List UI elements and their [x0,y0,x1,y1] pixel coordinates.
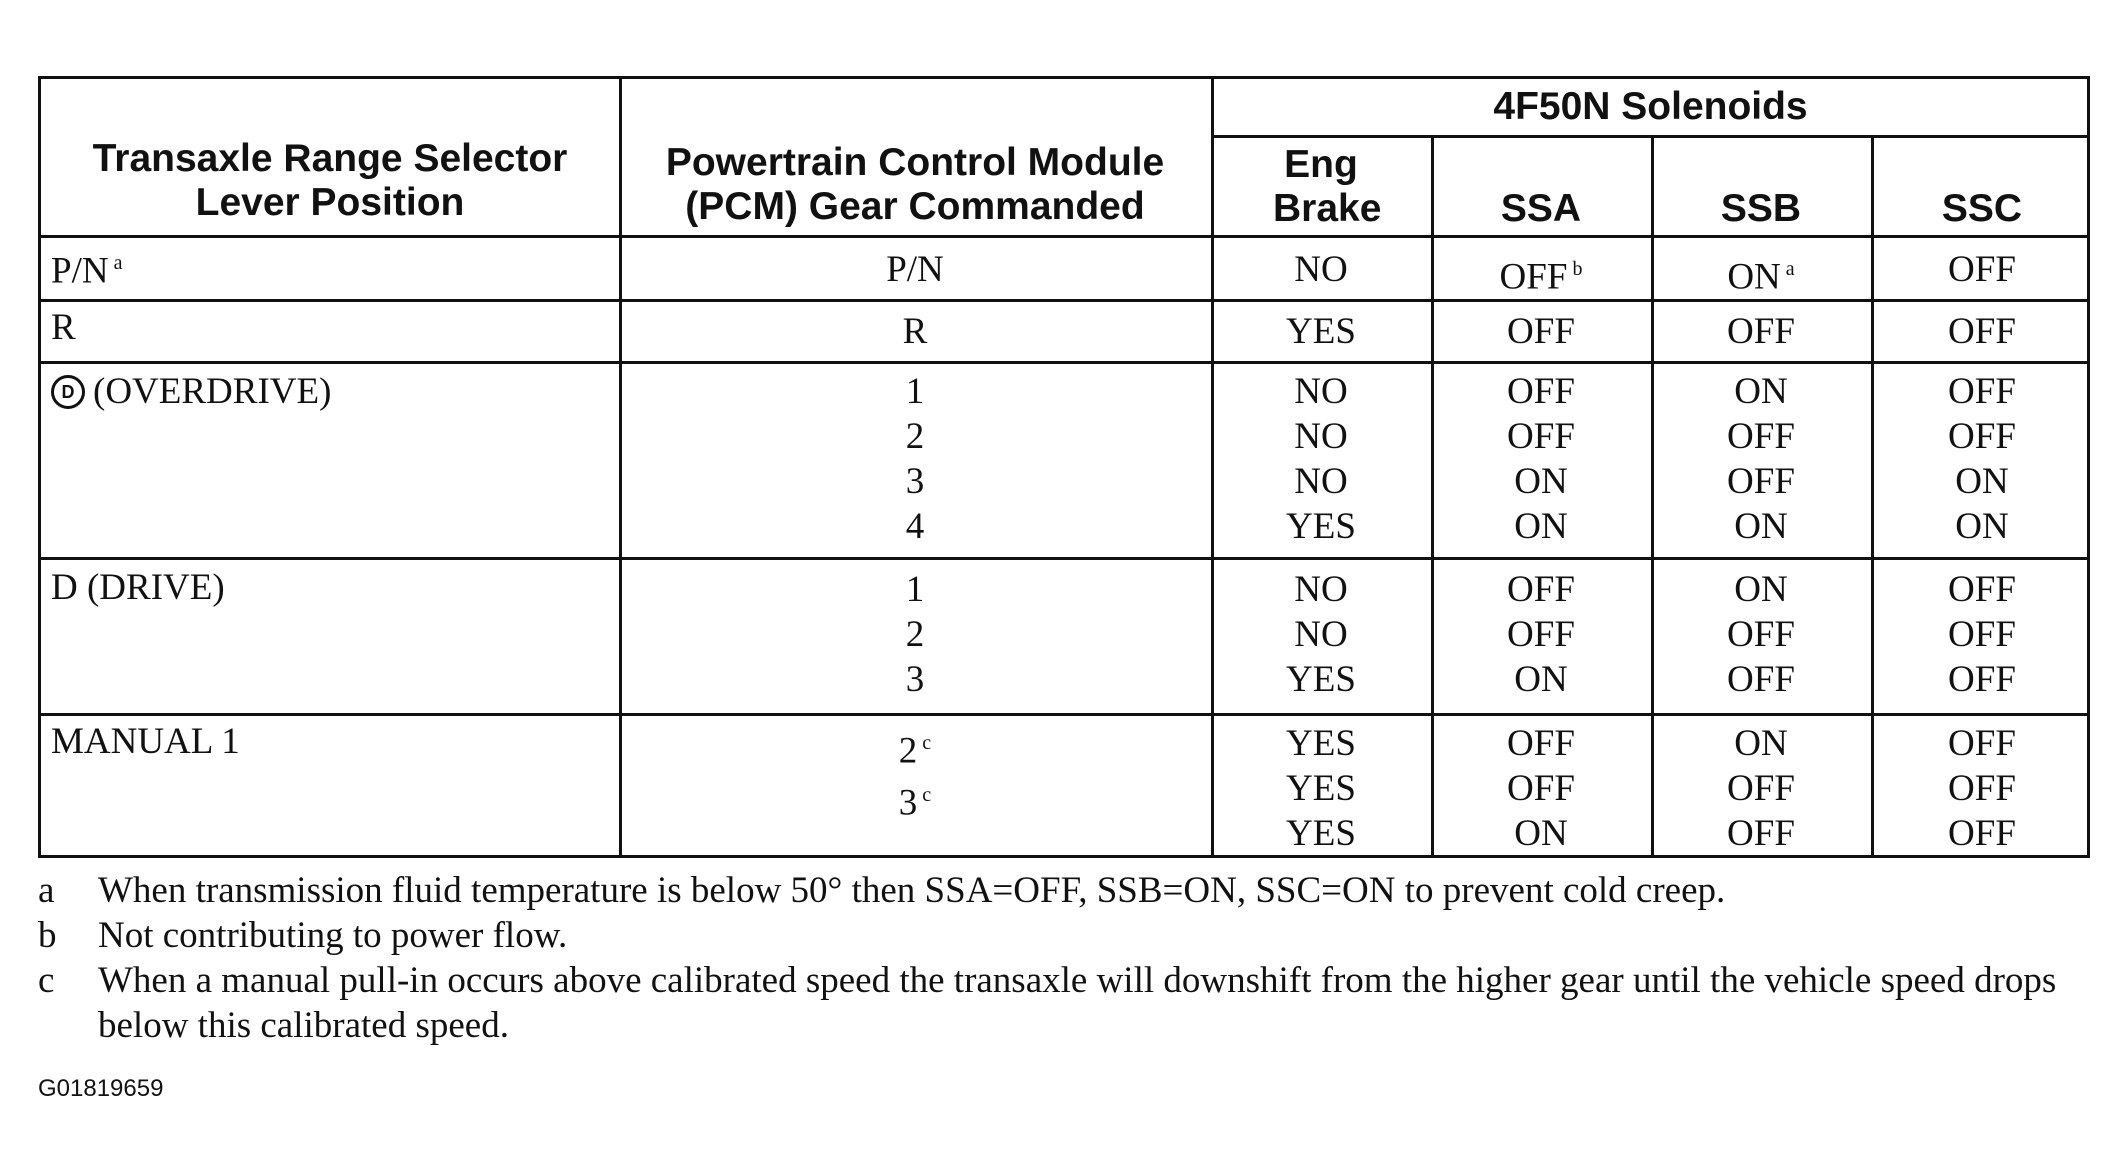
row-manual1-ssa: OFF OFF ON [1507,723,1575,854]
row-pn-ssa: OFF $^b$ [1499,256,1583,298]
row-divider [41,361,2087,364]
row-drive-gears: 1 2 3 [905,569,925,700]
row-overdrive-ssc: OFF OFF ON ON [1948,371,2016,547]
row-r-ssb: OFF [1727,311,1795,352]
header-pcm-gear: Powertrain Control Module (PCM) Gear Commanded [665,141,1165,228]
header-ssc: SSC [1941,187,2023,230]
footnote-b: b Not contributing to power flow. [38,915,568,956]
row-overdrive-position: D (OVERDRIVE) [51,369,331,414]
header-selector-position: Transaxle Range Selector Lever Position [92,137,568,224]
row-drive-position: D (DRIVE) [51,567,225,608]
header-eng-brake: Eng Brake [1273,143,1382,230]
row-divider [41,557,2087,560]
row-drive-ssb: ON OFF OFF [1727,569,1795,700]
row-manual1-gears: 2 $^c$ 3 $^c$ [898,730,932,824]
row-overdrive-gears: 1 2 3 4 [905,371,925,547]
footnote-a: a When transmission fluid temperature is below 50° then SSA=OFF, SSB=ON, SSC=ON to prevent cold creep. [38,870,1726,911]
row-divider [41,299,2087,302]
row-pn-ssb: ON $^a$ [1727,256,1795,298]
figure-id: G01819659 [38,1075,164,1102]
row-manual1-position: MANUAL 1 [51,721,240,762]
row-r-ssc: OFF [1948,311,2016,352]
row-overdrive-ssb: ON OFF OFF ON [1727,371,1795,547]
row-divider [41,713,2087,716]
footnotes [38,868,2098,1048]
row-overdrive-eng-brake: NO NO NO YES [1286,371,1356,547]
row-overdrive-ssa: OFF OFF ON ON [1507,371,1575,547]
row-divider [41,235,2087,238]
row-manual1-ssb: ON OFF OFF [1727,723,1795,854]
header-solenoids-group: 4F50N Solenoids [1493,85,1808,128]
row-drive-ssa: OFF OFF ON [1507,569,1575,700]
header-ssb: SSB [1720,187,1802,230]
solenoid-table [38,76,2090,858]
row-divider [1211,135,2087,138]
header-ssa: SSA [1500,187,1582,230]
row-pn-eng-brake: NO [1294,249,1348,290]
overdrive-icon: D [51,375,85,409]
row-manual1-eng-brake: YES YES YES [1286,723,1356,854]
row-drive-ssc: OFF OFF OFF [1948,569,2016,700]
row-pn-ssc: OFF [1948,249,2016,290]
row-r-ssa: OFF [1507,311,1575,352]
row-r-position: R [51,307,76,348]
row-manual1-ssc: OFF OFF OFF [1948,723,2016,854]
footnote-c: c When a manual pull-in occurs above calibrated speed the transaxle will downshift from the higher gear until the vehicle speed drops below this calibrated speed. [38,960,2057,1046]
row-r-gear: R [902,311,928,352]
row-pn-gear: P/N [886,249,944,290]
row-drive-eng-brake: NO NO YES [1286,569,1356,700]
row-r-eng-brake: YES [1286,311,1356,352]
row-pn-position: P/N $^a$ [51,250,123,292]
